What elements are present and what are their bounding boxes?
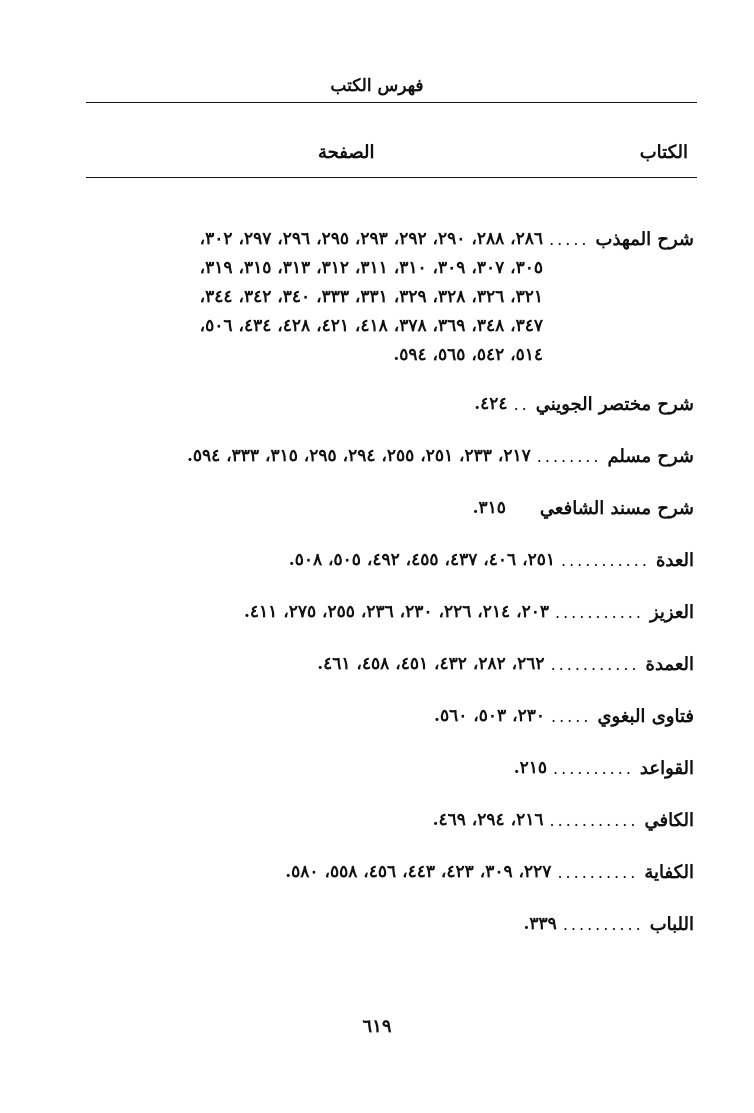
page-reference-line: ٢٦٢، ٢٨٢، ٤٣٢، ٤٥١، ٤٥٨، ٤٦١. — [317, 654, 545, 674]
leader-dots: ........... — [549, 811, 639, 830]
index-entries — [74, 202, 694, 939]
page-reference-line: ٢١٦، ٢٩٤، ٤٦٩. — [432, 810, 544, 830]
column-header-book: الكتاب — [639, 142, 688, 163]
page-references — [74, 702, 545, 731]
book-title: شرح مسلم — [607, 446, 694, 467]
leader-dots: .......... — [553, 759, 634, 778]
page-references — [74, 494, 506, 523]
index-entry — [74, 494, 694, 523]
running-title: فهرس الكتب — [330, 76, 424, 96]
page-reference-line: ٢٠٣، ٢١٤، ٢٢٦، ٢٣٠، ٢٣٦، ٢٥٥، ٢٧٥، ٤١١. — [243, 602, 549, 622]
leader-dots: ........ — [536, 447, 602, 466]
book-title: اللباب — [649, 914, 694, 935]
page-reference-line: ٢٢٧، ٣٠٩، ٤٢٣، ٤٤٣، ٤٥٦، ٥٥٨، ٥٨٠. — [285, 862, 552, 882]
page-reference-line: ٣١٥. — [472, 498, 506, 518]
index-entry — [74, 754, 694, 783]
page-reference-line: ٢٨٦، ٢٨٨، ٢٩٠، ٢٩٢، ٢٩٣، ٢٩٥، ٢٩٦، ٢٩٧، ٣٠٢، — [199, 229, 544, 249]
leader-dots: ........... — [560, 551, 650, 570]
page-reference-line: ٣٢١، ٣٢٦، ٣٢٨، ٣٢٩، ٣٣١، ٣٣٣، ٣٤٠، ٣٤٢، ٣٤٤، — [199, 287, 544, 307]
book-title: الكفاية — [644, 862, 694, 883]
page-references — [74, 754, 547, 783]
leader-dots: .......... — [557, 863, 639, 882]
index-entry — [74, 702, 694, 731]
leader-dots: ..... — [549, 230, 590, 249]
page-references — [74, 806, 544, 835]
leader-dots: ..... — [551, 707, 592, 726]
index-entry — [74, 910, 694, 939]
page-reference-line: ٢٣٠، ٥٠٣، ٥٦٠. — [434, 706, 545, 726]
index-entry — [74, 598, 694, 627]
page-references — [74, 390, 508, 419]
page-reference-line: ٢١٧، ٢٣٣، ٢٥١، ٢٥٥، ٢٩٤، ٢٩٥، ٣١٥، ٣٣٣، ٥٩٤. — [186, 446, 531, 466]
page-references — [74, 442, 531, 471]
header-rule — [86, 177, 697, 178]
index-entry — [74, 650, 694, 679]
page-number: ٦١٩ — [362, 1016, 392, 1037]
leader-dots: .......... — [562, 915, 644, 934]
index-entry — [74, 442, 694, 471]
index-entry — [74, 858, 694, 887]
page-reference-line: ٣٣٩. — [523, 914, 557, 934]
page-references — [74, 598, 549, 627]
index-entry — [74, 390, 694, 419]
leader-dots: .. — [513, 395, 530, 414]
leader-dots: ........... — [550, 655, 640, 674]
column-header-page: الصفحة — [318, 142, 375, 163]
page-references — [74, 910, 557, 939]
book-title: شرح المهذب — [595, 229, 694, 250]
book-title: القواعد — [639, 758, 694, 779]
page-reference-line: ٢٥١، ٤٠٦، ٤٣٧، ٤٥٥، ٤٩٢، ٥٠٥، ٥٠٨. — [288, 550, 555, 570]
page-reference-line: ٢١٥. — [513, 758, 548, 778]
page-reference-line: ٥١٤، ٥٤٢، ٥٦٥، ٥٩٤. — [393, 345, 544, 365]
book-title: العزيز — [649, 602, 694, 623]
leader-dots: ........... — [555, 603, 644, 622]
page-references — [74, 858, 551, 887]
page-references — [74, 225, 543, 370]
page-reference-line: ٤٢٤. — [474, 394, 508, 414]
book-title: العدة — [655, 550, 694, 571]
index-entry — [74, 546, 694, 575]
index-entry — [74, 806, 694, 835]
page-reference-line: ٣٤٧، ٣٤٨، ٣٦٩، ٣٧٨، ٤١٨، ٤٢١، ٤٢٨، ٤٣٤، ٥٠٦، — [199, 316, 544, 336]
book-title: العمدة — [645, 654, 694, 675]
index-entry — [74, 225, 694, 370]
book-title: الكافي — [644, 810, 694, 831]
page-references — [74, 650, 545, 679]
book-title: شرح مختصر الجويني — [535, 394, 694, 415]
page-reference-line: ٣٠٥، ٣٠٧، ٣٠٩، ٣١٠، ٣١١، ٣١٢، ٣١٣، ٣١٥، ٣١٩، — [199, 258, 544, 278]
book-title: فتاوى البغوي — [597, 706, 694, 727]
top-rule — [86, 102, 697, 103]
page-references — [74, 546, 555, 575]
book-title: شرح مسند الشافعي — [539, 498, 694, 519]
